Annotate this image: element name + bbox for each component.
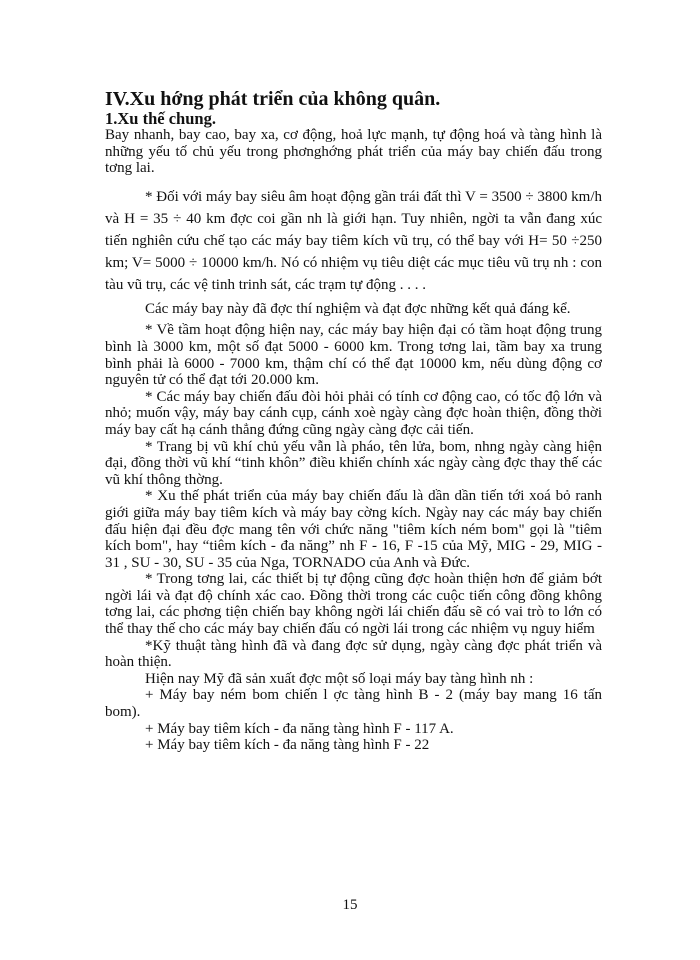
paragraph: Các máy bay này đã đợc thí nghiệm và đạt đợc những kết quả đáng kể.	[145, 300, 571, 317]
paragraph: * Đối với máy bay siêu âm hoạt động gần trái đất thì V = 3500 ÷ 3800 km/h và H = 35 ÷ 40 km đợc coi gần nh là giới hạn. Tuy nhiên, ngời ta vẫn đang xúc tiến nghiên cứu chế tạo các máy bay tiêm kích vũ trụ, có thể bay với H= 50 ÷250 km; V= 5000 ÷ 10000 km/h. Nó có nhiệm vụ tiêu diệt các mục tiêu vũ trụ nh : con tàu vũ trụ, các vệ tinh trinh sát, các trạm tự động . . . .	[105, 188, 602, 293]
paragraph: Bay nhanh, bay cao, bay xa, cơ động, hoả lực mạnh, tự động hoá và tàng hình là những yếu tố chủ yếu trong phơnghớng phát triển của máy bay chiến đấu trong tơng lai.	[105, 127, 602, 177]
list-item: + Máy bay tiêm kích - đa năng tàng hình F - 117 A.	[145, 720, 454, 737]
page-number: 15	[342, 897, 358, 913]
paragraph: Hiện nay Mỹ đã sản xuất đợc một số loại máy bay tàng hình nh :	[145, 670, 534, 687]
paragraph: * Trong tơng lai, các thiết bị tự động cũng đợc hoàn thiện hơn để giảm bớt ngời lái và đạt độ chính xác cao. Đồng thời trong các cuộc tiến công đồng không tơng lai, các phơng tiện chiến bay không ngời lái chiến đấu sẽ có vai trò to lớn có thể thay thế cho các máy bay chiến đấu có ngời lái trong các nhiệm vụ nguy hiểm	[105, 571, 602, 638]
list-item: + Máy bay tiêm kích - đa năng tàng hình F - 22	[145, 737, 430, 754]
paragraph: * Các máy bay chiến đấu đòi hỏi phải có tính cơ động cao, có tốc độ lớn và nhỏ; muốn vậy, máy bay cánh cụp, cánh xoè ngày càng đợc hoàn thiện, đồng thời máy bay cất hạ cánh thẳng đứng cũng ngày càng đợc cải tiến.	[105, 388, 602, 438]
list-item: + Máy bay ném bom chiến l ợc tàng hình B - 2 (máy bay mang 16 tấn bom).	[105, 687, 602, 721]
document-body	[105, 127, 602, 754]
paragraph: *Kỹ thuật tàng hình đã và đang đợc sử dụng, ngày càng đợc phát triển và hoàn thiện.	[105, 637, 602, 671]
paragraph: * Về tầm hoạt động hiện nay, các máy bay hiện đại có tầm hoạt động trung bình là 3000 km, một số đạt 5000 - 6000 km. Trong tơng lai, tầm bay xa trung bình phải là 6000 - 7000 km, thậm chí có thể đạt 10000 km, nếu dùng động cơ nguyên tử có thể đạt tới 20.000 km.	[105, 322, 602, 389]
paragraph: * Trang bị vũ khí chủ yếu vẫn là pháo, tên lửa, bom, nhng ngày càng hiện đại, đồng thời vũ khí “tinh khôn” điều khiển chính xác ngày càng đợc thay thế các vũ khí thông thờng.	[105, 438, 602, 488]
subsection-heading: 1.Xu thế chung.	[105, 109, 216, 128]
paragraph: * Xu thế phát triển của máy bay chiến đấu là dần dần tiến tới xoá bỏ ranh giới giữa máy bay tiêm kích và máy bay cờng kích. Ngày nay các máy bay chiến đấu hiện đại đều đợc mang tên với chức năng "tiêm kích ném bom" gọi là "tiêm kích bom", hay “tiêm kích - đa năng” nh F - 16, F -15 của Mỹ, MIG - 29, MIG - 31 , SU - 30, SU - 35 của Nga, TORNADO của Anh và Đức.	[105, 488, 602, 571]
section-heading: IV.Xu hớng phát triển của không quân.	[105, 88, 441, 110]
